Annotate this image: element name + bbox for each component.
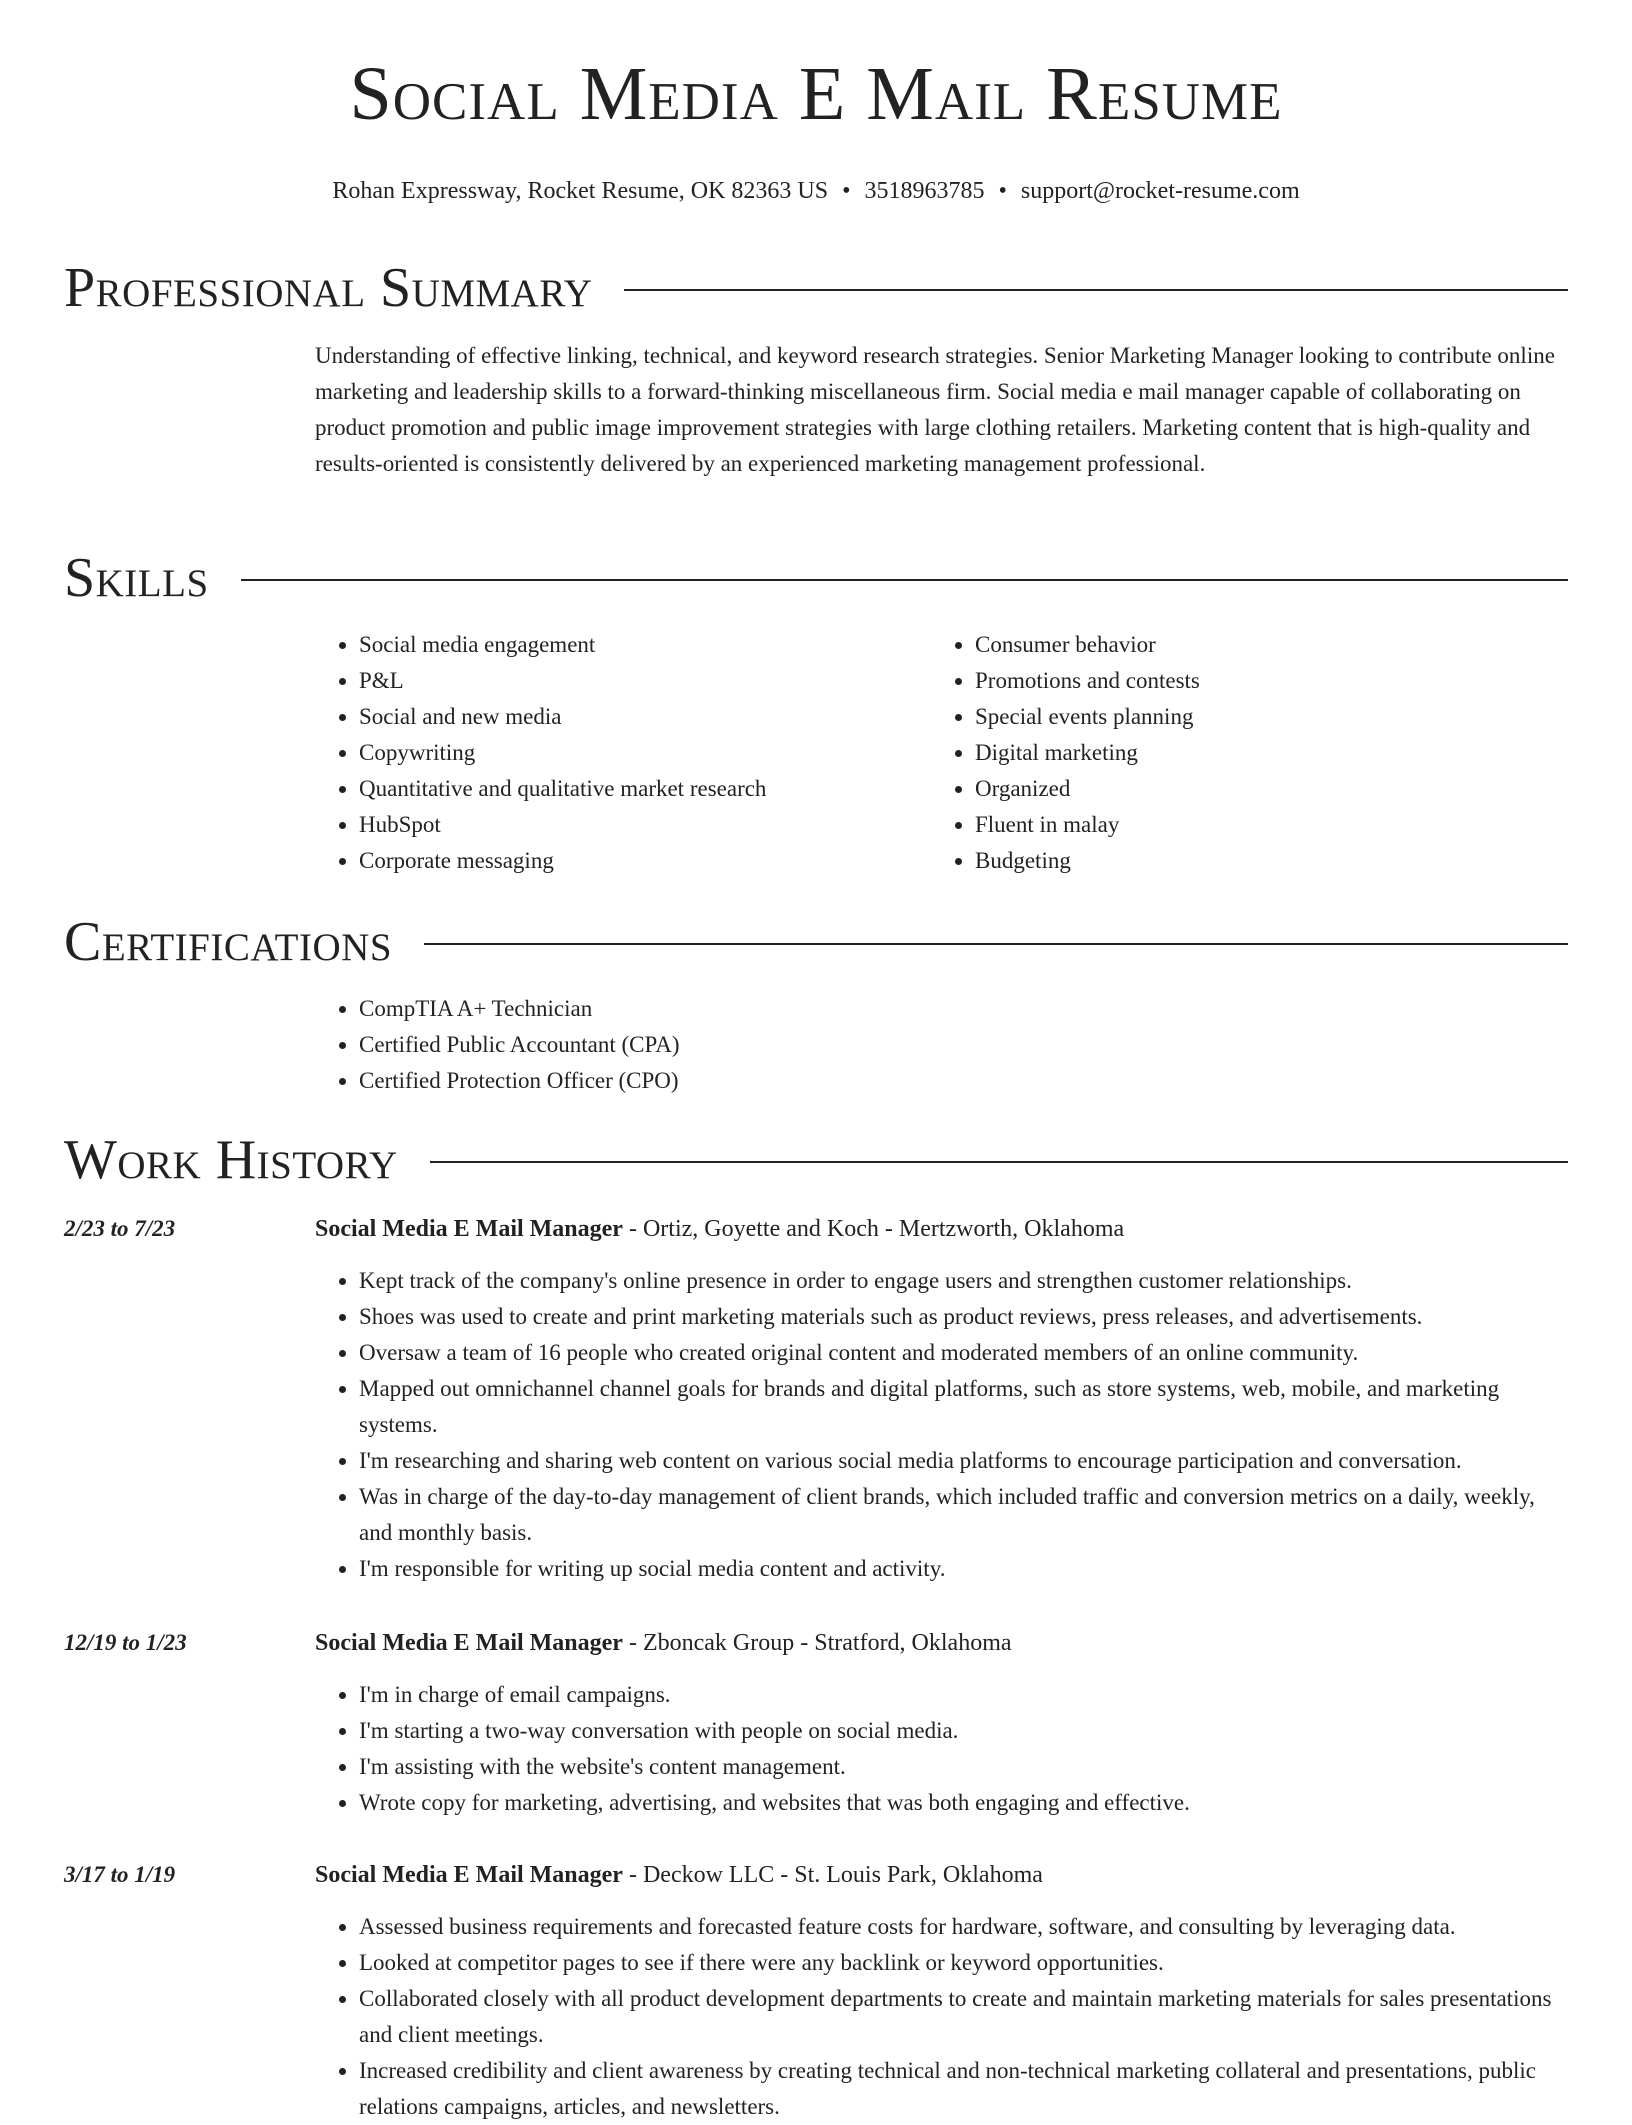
contact-line bbox=[0, 176, 1632, 206]
summary-heading bbox=[64, 257, 1568, 319]
skill-item: • Social media engagement bbox=[359, 627, 931, 663]
job-title-line bbox=[315, 1857, 1043, 1893]
job-title-line bbox=[315, 1625, 1012, 1661]
skill-item: • Social and new media bbox=[359, 699, 931, 735]
job-bullet: • Oversaw a team of 16 people who created original content and moderated members of an online community. bbox=[359, 1335, 1568, 1371]
job-bullet: • I'm responsible for writing up social media content and activity. bbox=[359, 1551, 1568, 1587]
job-title: Social Media E Mail Manager bbox=[315, 1216, 623, 1242]
work-title: Work History bbox=[64, 1129, 398, 1191]
job-title-line bbox=[315, 1211, 1124, 1247]
skills-grid bbox=[315, 627, 1568, 879]
section-divider bbox=[624, 289, 1568, 291]
skill-item: • P&L bbox=[359, 663, 931, 699]
contact-separator: • bbox=[998, 178, 1007, 204]
section-divider bbox=[424, 943, 1568, 945]
skill-item: • Consumer behavior bbox=[975, 627, 1547, 663]
job-bullets bbox=[315, 1677, 1568, 1821]
job-bullet: • I'm in charge of email campaigns. bbox=[359, 1677, 1568, 1713]
skills-block bbox=[315, 627, 1568, 879]
job-bullets bbox=[315, 1263, 1568, 1587]
job-title: Social Media E Mail Manager bbox=[315, 1862, 623, 1888]
skill-item: • Promotions and contests bbox=[975, 663, 1547, 699]
skill-item: • Special events planning bbox=[975, 699, 1547, 735]
work-heading bbox=[64, 1129, 1568, 1191]
section-divider bbox=[241, 579, 1568, 581]
skills-column-right bbox=[931, 627, 1547, 879]
job-bullet: • Shoes was used to create and print marketing materials such as product reviews, press releases, and advertisements. bbox=[359, 1299, 1568, 1335]
skill-item: • HubSpot bbox=[359, 807, 931, 843]
job-bullet-list bbox=[315, 1263, 1568, 1587]
job-bullet: • I'm researching and sharing web content on various social media platforms to encourage participation and conversation. bbox=[359, 1443, 1568, 1479]
skills-heading bbox=[64, 547, 1568, 609]
contact-address: Rohan Expressway, Rocket Resume, OK 82363 US bbox=[332, 178, 829, 204]
skill-item: • Corporate messaging bbox=[359, 843, 931, 879]
certifications-block bbox=[315, 991, 1568, 1099]
summary-title: Professional Summary bbox=[64, 257, 593, 319]
resume-name: Social Media E Mail Resume bbox=[349, 52, 1283, 136]
job-dates: 2/23 to 7/23 bbox=[64, 1216, 176, 1241]
skill-item: • Copywriting bbox=[359, 735, 931, 771]
job-bullet: • Increased credibility and client awareness by creating technical and non-technical marketing collateral and presentations, public relations campaigns, articles, and newsletters. bbox=[359, 2053, 1568, 2125]
certification-item: • Certified Protection Officer (CPO) bbox=[359, 1063, 1568, 1099]
summary-text: Understanding of effective linking, technical, and keyword research strategies. Senior Marketing Manager looking to contribute online marketing and leadership skills to a forward-thinking miscellaneous firm. Social media e mail manager capable of collaborating on product promotion and public image improvement strategies with large clothing retailers. Marketing content that is high-quality and results-oriented is consistently delivered by an experienced marketing management professional. bbox=[315, 343, 1555, 476]
skills-list-left bbox=[315, 627, 931, 879]
skill-item: • Budgeting bbox=[975, 843, 1547, 879]
job-bullet: • I'm assisting with the website's content management. bbox=[359, 1749, 1568, 1785]
contact-email: support@rocket-resume.com bbox=[1020, 178, 1300, 204]
skill-item: • Organized bbox=[975, 771, 1547, 807]
job-bullets bbox=[315, 1909, 1568, 2125]
job-bullet-list bbox=[315, 1677, 1568, 1821]
job-bullet: • Collaborated closely with all product development departments to create and maintain marketing materials for sales presentations and client meetings. bbox=[359, 1981, 1568, 2053]
job-dates: 3/17 to 1/19 bbox=[64, 1862, 176, 1887]
job-bullet: • Looked at competitor pages to see if there were any backlink or keyword opportunities. bbox=[359, 1945, 1568, 1981]
job-bullet: • Was in charge of the day-to-day management of client brands, which included traffic and conversion metrics on a daily, weekly, and monthly basis. bbox=[359, 1479, 1568, 1551]
certifications-title: Certifications bbox=[64, 911, 393, 973]
job-details: - Deckow LLC - St. Louis Park, Oklahoma bbox=[622, 1862, 1043, 1888]
contact-phone: 3518963785 bbox=[864, 178, 985, 204]
skill-item: • Fluent in malay bbox=[975, 807, 1547, 843]
job-bullet: • I'm starting a two-way conversation with people on social media. bbox=[359, 1713, 1568, 1749]
job-bullet: • Mapped out omnichannel channel goals for brands and digital platforms, such as store systems, web, mobile, and marketing systems. bbox=[359, 1371, 1568, 1443]
skills-list-right bbox=[931, 627, 1547, 879]
job-bullet: • Assessed business requirements and forecasted feature costs for hardware, software, and consulting by leveraging data. bbox=[359, 1909, 1568, 1945]
job-title: Social Media E Mail Manager bbox=[315, 1630, 623, 1656]
section-divider bbox=[430, 1161, 1568, 1163]
job-bullet: • Kept track of the company's online presence in order to engage users and strengthen customer relationships. bbox=[359, 1263, 1568, 1299]
summary-block bbox=[315, 338, 1568, 482]
certifications-list bbox=[315, 991, 1568, 1099]
skills-column-left bbox=[315, 627, 931, 879]
job-details: - Zboncak Group - Stratford, Oklahoma bbox=[622, 1630, 1012, 1656]
skill-item: • Quantitative and qualitative market research bbox=[359, 771, 931, 807]
job-bullet-list bbox=[315, 1909, 1568, 2125]
job-details: - Ortiz, Goyette and Koch - Mertzworth, Oklahoma bbox=[622, 1216, 1125, 1242]
certification-item: • Certified Public Accountant (CPA) bbox=[359, 1027, 1568, 1063]
contact-separator: • bbox=[842, 178, 851, 204]
certifications-heading bbox=[64, 911, 1568, 973]
skill-item: • Digital marketing bbox=[975, 735, 1547, 771]
job-bullet: • Wrote copy for marketing, advertising, and websites that was both engaging and effective. bbox=[359, 1785, 1568, 1821]
certification-item: • CompTIA A+ Technician bbox=[359, 991, 1568, 1027]
job-dates: 12/19 to 1/23 bbox=[64, 1630, 187, 1655]
skills-title: Skills bbox=[64, 547, 209, 609]
